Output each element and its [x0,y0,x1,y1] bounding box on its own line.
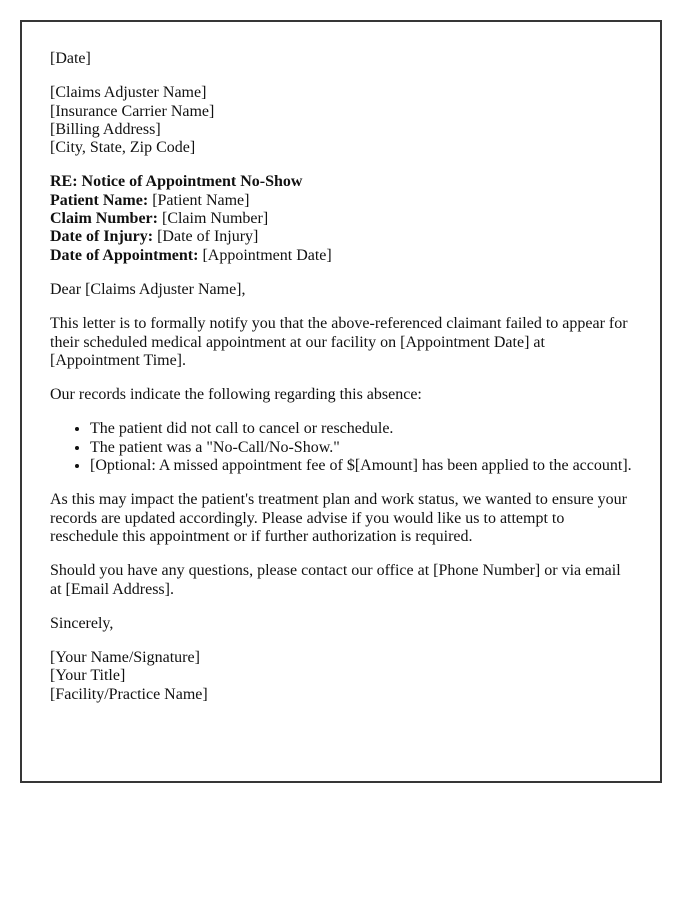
re-field-label: Claim Number: [50,210,158,228]
bullet-item: • [Optional: A missed appointment fee of $[Amount] has been applied to the account]. [90,457,640,475]
bullet-item: • The patient was a "No-Call/No-Show." [90,439,640,457]
paragraph-line: records are updated accordingly. Please advise if you would like us to attempt to [50,509,565,527]
paragraph-line: their scheduled medical appointment at our facility on [Appointment Date] at [50,333,545,351]
re-field-line [50,210,640,228]
letter-sheet [20,20,662,783]
recipient-address-block [50,84,640,157]
re-field-line [50,228,640,246]
recipient-line: [Claims Adjuster Name] [50,84,207,102]
paragraph-line: This letter is to formally notify you that the above-referenced claimant failed to appear for [50,315,628,333]
paragraph-line: Should you have any questions, please contact our office at [Phone Number] or via email [50,562,621,580]
closing-text: Sincerely, [50,614,114,632]
date-placeholder: [Date] [50,50,91,67]
paragraph-line: reschedule this appointment or if further authorization is required. [50,527,473,545]
records-intro [50,386,640,404]
records-intro-text: Our records indicate the following regarding this absence: [50,386,422,404]
re-field-line [50,192,640,210]
paragraph-impact [50,491,640,546]
paragraph-contact [50,562,640,599]
re-subject-text: RE: Notice of Appointment No-Show [50,173,303,191]
paragraph-line: at [Email Address]. [50,580,174,598]
re-field-label: Patient Name: [50,191,149,209]
re-subject-block [50,173,640,264]
paragraph-notify [50,315,640,370]
signature-block [50,649,640,704]
recipient-line: [City, State, Zip Code] [50,139,196,157]
recipient-line: [Insurance Carrier Name] [50,102,215,120]
signature-line: [Your Name/Signature] [50,649,200,667]
re-field-label: Date of Injury: [50,228,154,246]
salutation-text: Dear [Claims Adjuster Name], [50,280,246,298]
date-line [50,50,640,68]
re-subject-line [50,173,640,191]
re-field-value: [Claim Number] [157,210,269,228]
bullet-item: • The patient did not call to cancel or reschedule. [90,420,640,438]
re-field-value: [Date of Injury] [153,228,259,246]
paragraph-line: [Appointment Time]. [50,351,187,369]
paragraph-line: As this may impact the patient's treatment plan and work status, we wanted to ensure your [50,491,627,509]
salutation [50,281,640,299]
signature-line: [Your Title] [50,667,126,685]
re-field-value: [Appointment Date] [198,246,332,264]
signature-line: [Facility/Practice Name] [50,685,208,703]
closing [50,615,640,633]
re-field-label: Date of Appointment: [50,246,199,264]
recipient-line: [Billing Address] [50,120,161,138]
re-field-value: [Patient Name] [148,191,250,209]
re-field-line [50,247,640,265]
absence-bullet-list [50,420,640,475]
